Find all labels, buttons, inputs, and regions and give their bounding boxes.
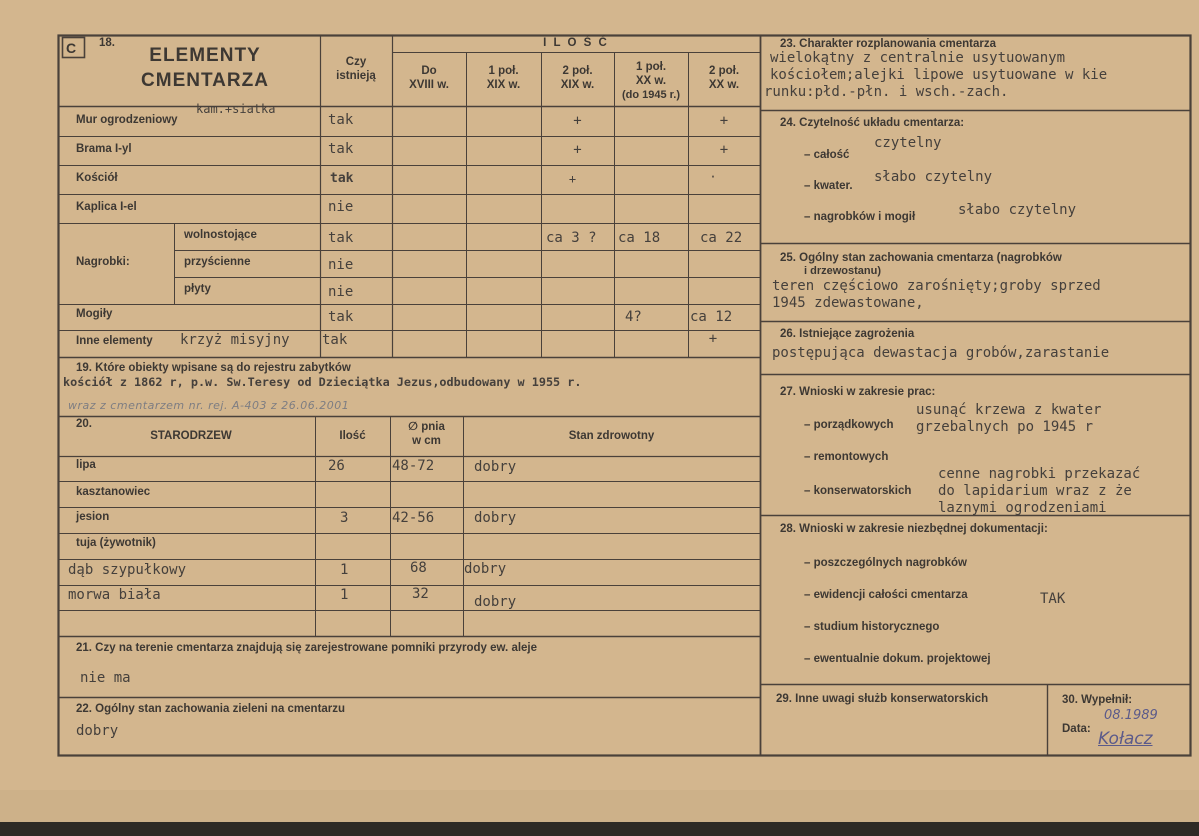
row-wolnostojace-1pol-xx: ca 18: [618, 230, 661, 246]
row-mur-2pol-xix: +: [573, 113, 582, 129]
tree-state-dab: dobry: [464, 561, 507, 577]
row-mur-2pol-xx: +: [719, 113, 729, 129]
column-header-exists-2: istnieją: [336, 70, 376, 82]
column-header-quantity: I L O Ś Ć: [543, 37, 609, 49]
row-exists-inne: tak: [322, 332, 348, 348]
mur-note: kam.+siatka: [196, 102, 276, 116]
col-header-2pol-xix-1: 2 poł.: [562, 65, 593, 77]
tree-name-morwa: morwa biała: [68, 587, 161, 603]
tree-count-jesion: 3: [340, 510, 349, 526]
section-29-label: 29. Inne uwagi służb konserwatorskich: [776, 693, 989, 705]
section-22-label: 22. Ogólny stan zachowania zieleni na cmentarzu: [76, 703, 346, 715]
row-exists-plyty: nie: [328, 284, 354, 300]
row-kosciol-2pol-xix: +: [568, 172, 577, 186]
col-header-1pol-xx-3: (do 1945 r.): [621, 89, 681, 101]
section-23-label: 23. Charakter rozplanowania cmentarza: [780, 38, 997, 50]
tree-diam-lipa: 48-72: [392, 458, 435, 474]
column-header-ilosc: Ilość: [339, 430, 366, 442]
tree-state-morwa: dobry: [474, 594, 517, 610]
row-brama-2pol-xix: +: [573, 142, 582, 158]
tree-name-tuja: tuja (żywotnik): [76, 537, 156, 549]
row-exists-kaplica: nie: [328, 199, 354, 215]
section-26-value: postępująca dewastacja grobów,zarastanie: [772, 345, 1110, 361]
section-28-item-projektowej: – ewentualnie dokum. projektowej: [804, 653, 991, 665]
tree-count-dab: 1: [340, 562, 349, 578]
column-header-stan: Stan zdrowotny: [568, 430, 655, 442]
row-label-mogily: Mogiły: [76, 308, 113, 320]
tree-count-lipa: 26: [328, 458, 345, 474]
section-c-marker: C: [66, 40, 77, 56]
col-header-do-xviii-1: Do: [421, 65, 437, 77]
section-24-label: 24. Czytelność układu cmentarza:: [780, 117, 965, 129]
column-header-diameter-1: ∅ pnia: [408, 421, 445, 433]
col-header-1pol-xix-2: XIX w.: [486, 79, 521, 91]
section-27-value-konserwatorskich-1: cenne nagrobki przekazać: [938, 466, 1141, 482]
column-header-diameter-2: w cm: [412, 435, 441, 447]
col-header-1pol-xix-1: 1 poł.: [488, 65, 519, 77]
section-25-label-2: i drzewostanu): [804, 265, 882, 277]
section-26-label: 26. Istniejące zagrożenia: [780, 328, 915, 340]
section-27-item-porzadkowych: – porządkowych: [804, 419, 894, 431]
section-27-value-porzadkowych-1: usunąć krzewa z kwater: [916, 402, 1102, 418]
section-24-value-kwater: słabo czytelny: [874, 169, 993, 185]
row-mogily-2pol-xx: ca 12: [690, 309, 733, 325]
row-label-kaplica: Kaplica I-el: [76, 201, 137, 213]
section-21-label: 21. Czy na terenie cmentarza znajdują się zarejestrowane pomniki przyrody ew. aleje: [76, 642, 538, 654]
section-30-date-label: Data:: [1062, 723, 1091, 735]
col-header-2pol-xx-2: XX w.: [708, 79, 740, 91]
column-header-exists-1: Czy: [345, 56, 367, 68]
section-19-value: kościół z 1862 r, p.w. Sw.Teresy od Dzieciątka Jezus,odbudowany w 1955 r.: [63, 375, 582, 389]
section-30-date: 08.1989: [1104, 708, 1158, 723]
section-30-label: 30. Wypełnił:: [1062, 694, 1133, 706]
row-label-kosciol: Kościół: [76, 172, 118, 184]
tree-diam-dab: 68: [410, 560, 427, 576]
section-22-value: dobry: [76, 723, 119, 739]
row-label-inne: Inne elementy: [76, 335, 153, 347]
tree-count-morwa: 1: [340, 587, 349, 603]
section-27-value-konserwatorskich-2: do lapidarium wraz z że: [938, 483, 1132, 499]
section-23-line-2: kościołem;alejki lipowe usytuowane w kie: [770, 67, 1108, 83]
col-header-2pol-xx-1: 2 poł.: [708, 65, 740, 77]
col-header-1pol-xx-2: XX w.: [635, 75, 667, 87]
section-27-value-porzadkowych-2: grzebalnych po 1945 r: [916, 419, 1094, 435]
tree-diam-jesion: 42-56: [392, 510, 435, 526]
section-24-value-calosc: czytelny: [874, 135, 942, 151]
row-kosciol-2pol-xx: ·: [709, 170, 717, 184]
row-label-przyscienne: przyścienne: [184, 256, 251, 268]
tree-name-jesion: jesion: [76, 511, 110, 523]
row-exists-brama: tak: [328, 141, 354, 157]
row-inne-2pol-xx: +: [708, 331, 718, 347]
row-label-mur: Mur ogrodzeniowy: [76, 114, 178, 126]
section-27-label: 27. Wnioski w zakresie prac:: [780, 386, 936, 398]
section-28-item-studium: – studium historycznego: [804, 621, 940, 633]
section-27-item-remontowych: – remontowych: [804, 451, 889, 463]
section-19-handwritten-note: wraz z cmentarzem nr. rej. A-403 z 26.06.2001: [68, 399, 350, 412]
row-label-brama: Brama I-yl: [76, 143, 132, 155]
tree-name-lipa: lipa: [76, 459, 96, 471]
section-18-title-line2: CMENTARZA: [141, 70, 269, 91]
section-19-label: 19. Które obiekty wpisane są do rejestru zabytków: [76, 362, 351, 374]
tree-name-kasztanowiec: kasztanowiec: [76, 486, 151, 498]
row-wolnostojace-2pol-xix: ca 3 ?: [546, 230, 597, 246]
section-20-number: 20.: [76, 418, 92, 430]
row-brama-2pol-xx: +: [719, 142, 729, 158]
section-28-label: 28. Wnioski w zakresie niezbędnej dokumentacji:: [780, 523, 1048, 535]
section-25-line-2: 1945 zdewastowane,: [772, 295, 924, 311]
row-wolnostojace-2pol-xx: ca 22: [700, 230, 743, 246]
tree-diam-morwa: 32: [412, 586, 429, 602]
section-28-item-ewidencji: – ewidencji całości cmentarza: [804, 589, 968, 601]
row-exists-wolnostojace: tak: [328, 230, 354, 246]
section-27-item-konserwatorskich: – konserwatorskich: [804, 485, 912, 497]
row-exists-przyscienne: nie: [328, 257, 354, 273]
section-25-line-1: teren częściowo zarośnięty;groby sprzed: [772, 278, 1101, 294]
section-24-item-kwater: – kwater.: [804, 180, 853, 192]
tree-name-dab: dąb szypułkowy: [68, 562, 187, 578]
section-24-item-nagrobkow: – nagrobków i mogił: [804, 211, 916, 223]
section-28-value-ewidencji: TAK: [1040, 591, 1066, 607]
col-header-2pol-xix-2: XIX w.: [560, 79, 595, 91]
section-23-line-1: wielokątny z centralnie usytuowanym: [770, 50, 1066, 66]
section-24-value-nagrobkow: słabo czytelny: [958, 202, 1077, 218]
section-30-signature: Kołacz: [1098, 729, 1153, 749]
section-18-title-line1: ELEMENTY: [149, 45, 261, 66]
row-exists-mogily: tak: [328, 309, 354, 325]
section-28-item-nagrobkow: – poszczególnych nagrobków: [804, 557, 967, 569]
row-exists-kosciol: tak: [330, 171, 354, 186]
section-18-number: 18.: [99, 37, 115, 49]
row-mogily-1pol-xx: 4?: [625, 309, 642, 325]
row-label-wolnostojace: wolnostojące: [184, 229, 257, 241]
column-header-starodrzew: STARODRZEW: [150, 430, 232, 442]
section-21-value: nie ma: [80, 670, 131, 686]
tree-state-jesion: dobry: [474, 510, 517, 526]
section-27-value-konserwatorskich-3: laznymi ogrodzeniami: [938, 500, 1107, 516]
section-25-label-1: 25. Ogólny stan zachowania cmentarza (nagrobków: [780, 252, 1062, 264]
row-label-nagrobki: Nagrobki:: [76, 256, 130, 268]
tree-state-lipa: dobry: [474, 459, 517, 475]
row-inne-note: krzyż misyjny: [180, 332, 290, 348]
col-header-1pol-xx-1: 1 poł.: [635, 61, 667, 73]
section-23-line-3: runku:płd.-płn. i wsch.-zach.: [764, 84, 1009, 100]
section-24-item-calosc: – całość: [804, 149, 850, 161]
row-label-plyty: płyty: [184, 283, 211, 295]
col-header-do-xviii-2: XVIII w.: [409, 79, 449, 91]
row-exists-mur: tak: [328, 112, 354, 128]
